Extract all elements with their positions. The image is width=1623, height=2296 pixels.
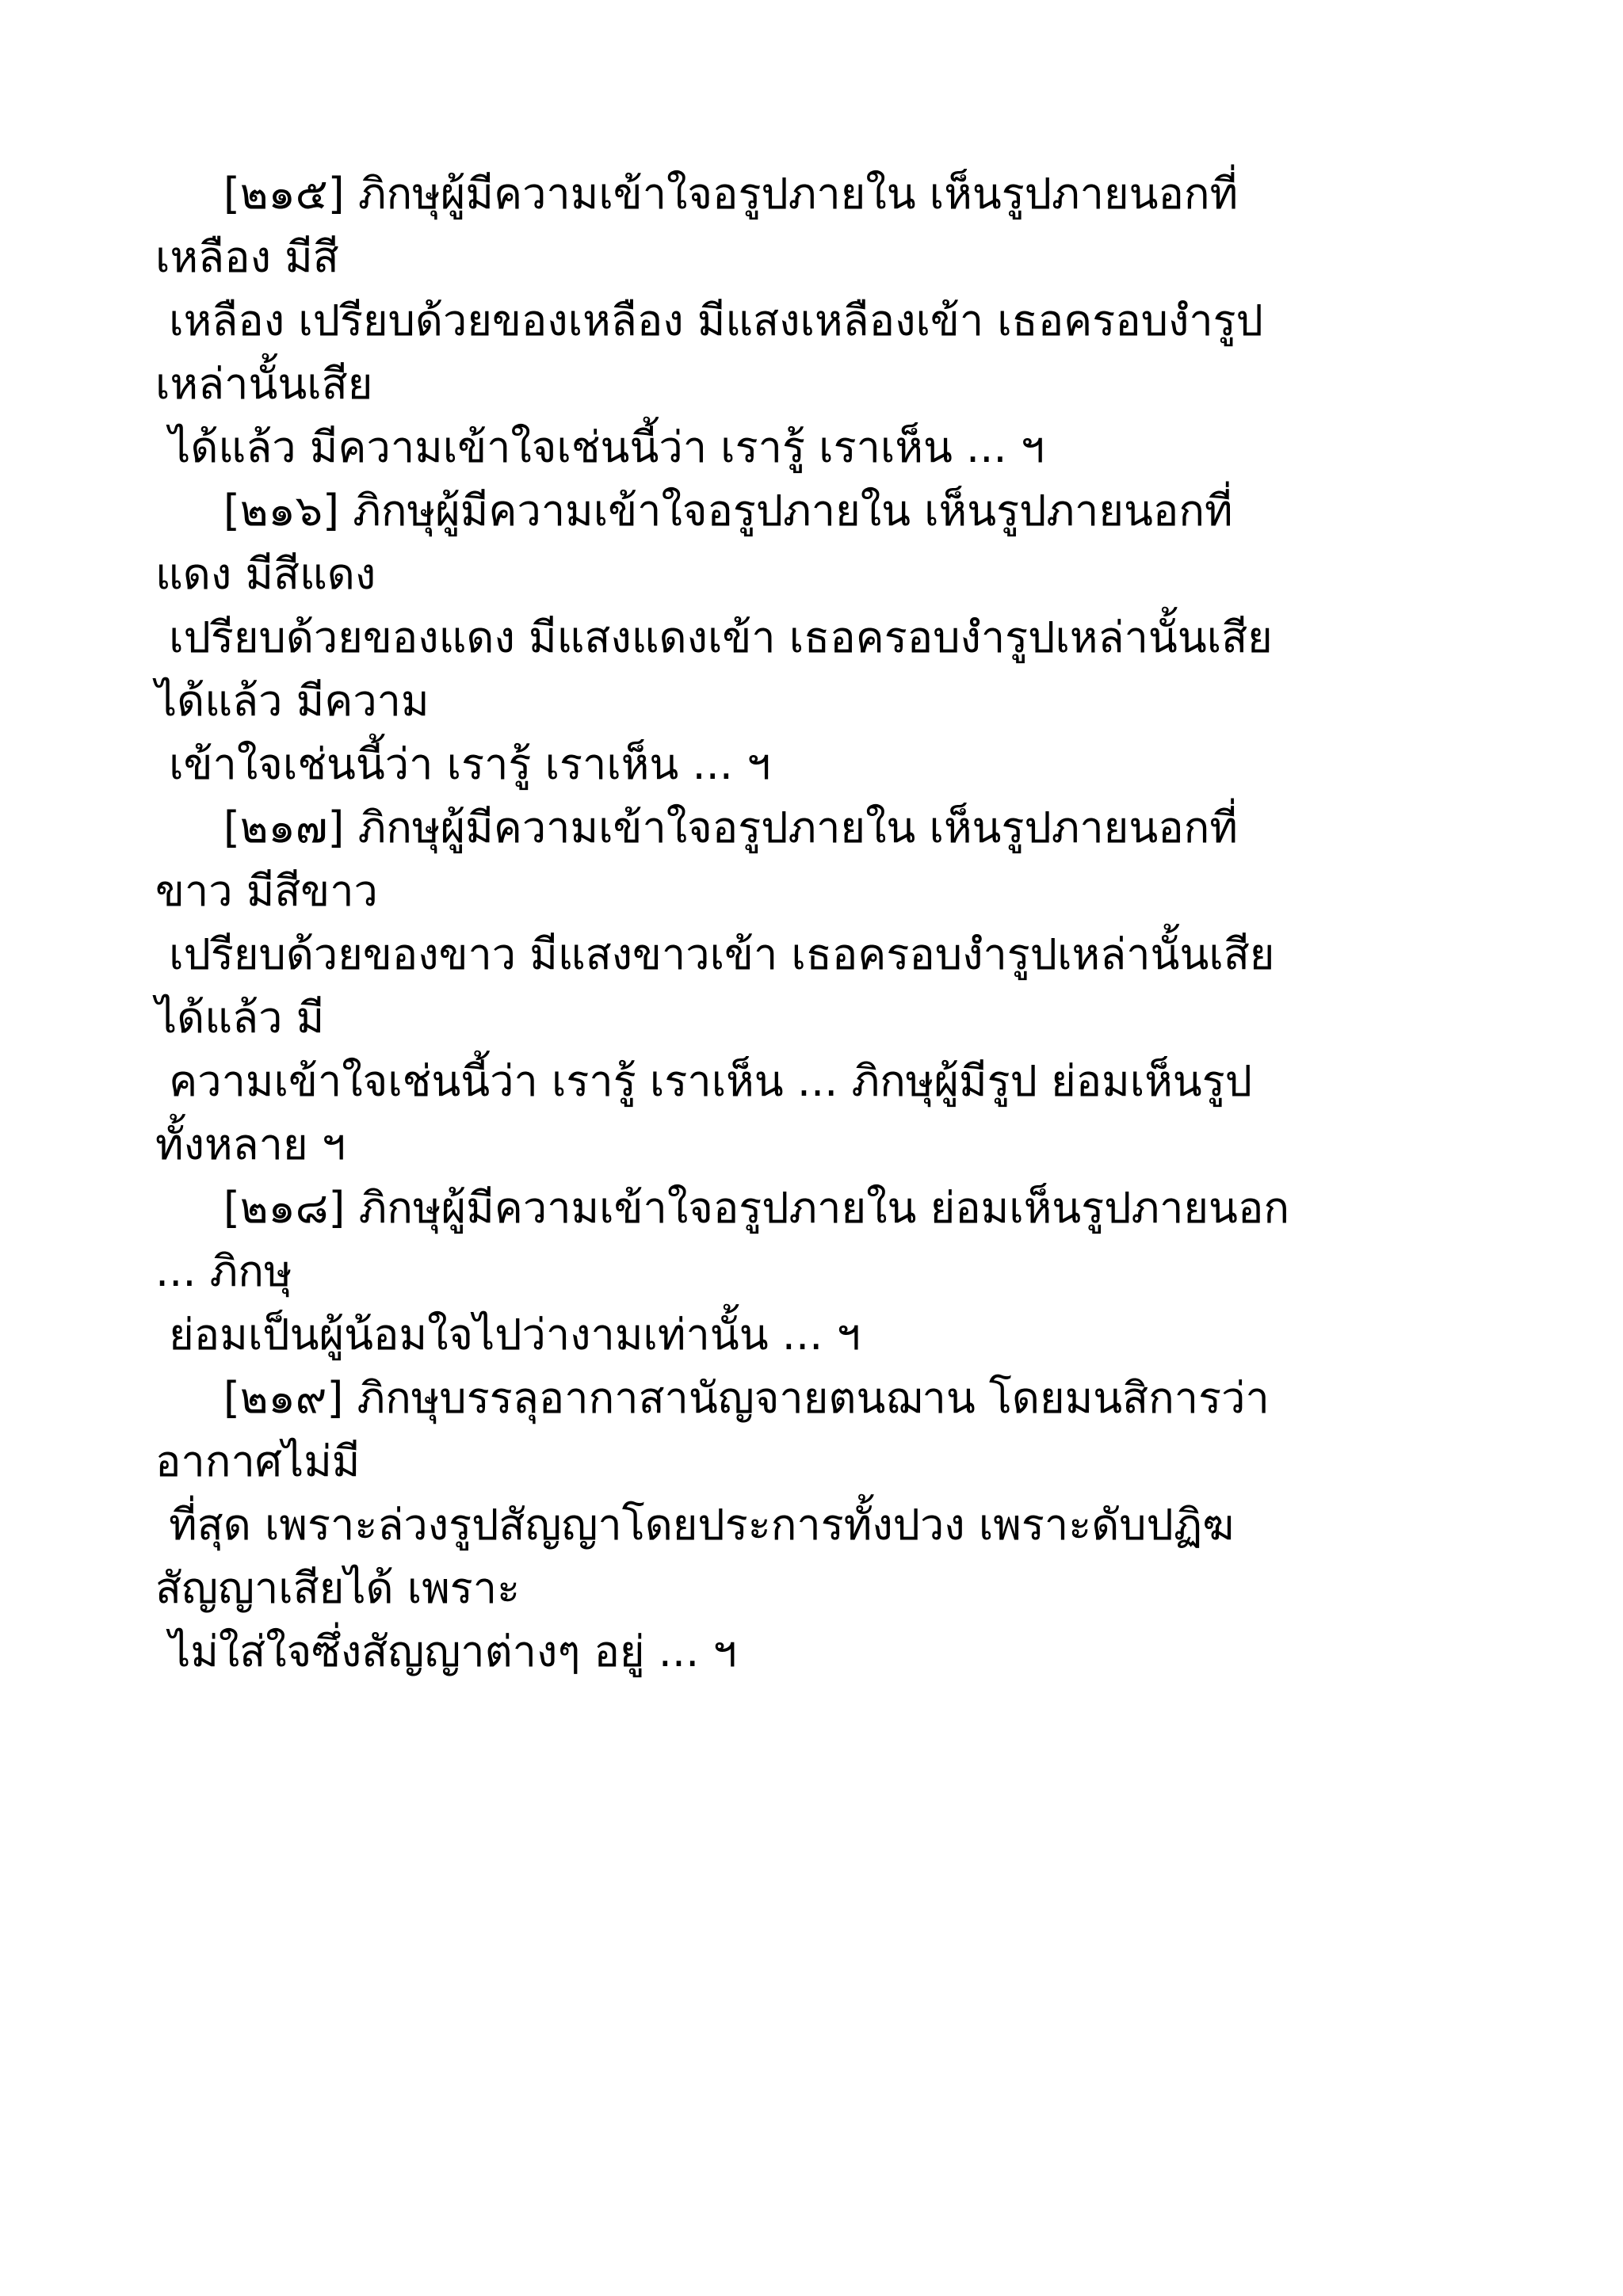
text-line: เหลือง มีสี [155,232,339,282]
text-line: ขาว มีสีขาว [155,866,378,916]
text-line: [๒๑๘] ภิกษุผู้มีความเข้าใจอรูปภายใน ย่อมเห็นรูปภายนอก [155,1183,1290,1233]
text-line: ที่สุด เพราะล่วงรูปสัญญาโดยประการทั้งปวง เพราะดับปฏิฆ [155,1500,1235,1550]
text-line: สัญญาเสียได้ เพราะ [155,1563,521,1613]
text-line: ได้แล้ว มีความ [155,676,430,726]
text-line: ความเข้าใจเช่นนี้ว่า เรารู้ เราเห็น ... ภิกษุผู้มีรูป ย่อมเห็นรูป [155,1056,1252,1106]
text-line: ไม่ใส่ใจซึ่งสัญญาต่างๆ อยู่ ... ฯ [155,1627,737,1676]
text-line: ได้แล้ว มีความเข้าใจเช่นนี้ว่า เรารู้ เราเห็น ... ฯ [155,422,1045,472]
text-line: ย่อมเป็นผู้น้อมใจไปว่างามเท่านั้น ... ฯ [155,1310,861,1360]
text-line: เปรียบด้วยของขาว มีแสงขาวเข้า เธอครอบงำรูปเหล่านั้นเสีย [155,929,1275,979]
text-line: [๒๑๙] ภิกษุบรรลุอากาสานัญจายตนฌาน โดยมนสิการว่า [155,1373,1270,1423]
text-line: [๒๑๗] ภิกษุผู้มีความเข้าใจอรูปภายใน เห็นรูปภายนอกที่ [155,803,1238,852]
text-line: อากาศไม่มี [155,1436,361,1486]
text-line: ทั้งหลาย ฯ [155,1119,346,1169]
text-line: เหล่านั้นเสีย [155,359,373,409]
document-page [155,162,1503,1684]
text-line: [๒๑๕] ภิกษุผู้มีความเข้าใจอรูปภายใน เห็นรูปภายนอกที่ [155,169,1239,219]
text-line: [๒๑๖] ภิกษุผู้มีความเข้าใจอรูปภายใน เห็นรูปภายนอกที่ [155,486,1233,536]
text-line: เข้าใจเช่นนี้ว่า เรารู้ เราเห็น ... ฯ [155,739,771,789]
text-line: แดง มีสีแดง [155,549,376,599]
text-line: ได้แล้ว มี [155,993,325,1043]
text-line: เหลือง เปรียบด้วยของเหลือง มีแสงเหลืองเข้า เธอครอบงำรูป [155,296,1263,345]
text-line: ... ภิกษุ [155,1246,292,1296]
text-line: เปรียบด้วยของแดง มีแสงแดงเข้า เธอครอบงำรูปเหล่านั้นเสีย [155,612,1273,662]
